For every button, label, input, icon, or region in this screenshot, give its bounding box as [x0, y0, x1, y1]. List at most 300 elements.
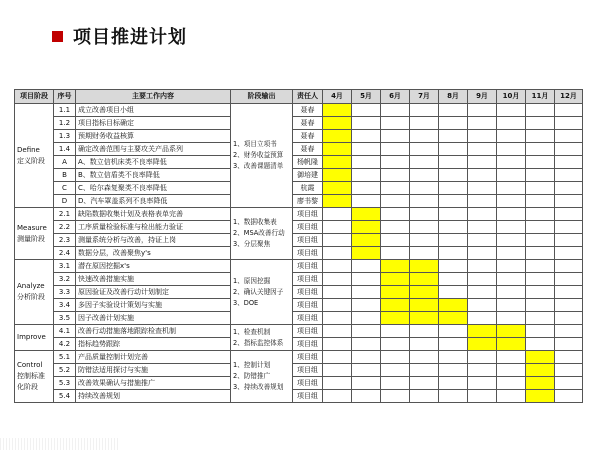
schedule-cell: [555, 247, 583, 260]
schedule-cell: [381, 169, 410, 182]
schedule-cell: [555, 351, 583, 364]
schedule-cell: [555, 169, 583, 182]
schedule-cell: [497, 234, 526, 247]
phase-cell: Define 定义阶段: [15, 104, 54, 208]
seq-cell: 5.1: [54, 351, 76, 364]
schedule-cell-active: [323, 130, 352, 143]
schedule-cell: [526, 234, 555, 247]
schedule-cell: [410, 169, 439, 182]
table-row: [15, 377, 583, 390]
schedule-cell: [468, 260, 497, 273]
schedule-cell: [468, 156, 497, 169]
schedule-cell: [555, 221, 583, 234]
schedule-cell: [439, 130, 468, 143]
schedule-cell: [381, 390, 410, 403]
schedule-cell: [555, 143, 583, 156]
owner-cell: 项目组: [293, 325, 323, 338]
schedule-cell-active: [526, 364, 555, 377]
seq-cell: 5.3: [54, 377, 76, 390]
table-row: [15, 208, 583, 221]
owner-cell: 项目组: [293, 390, 323, 403]
schedule-cell: [497, 299, 526, 312]
seq-cell: 3.4: [54, 299, 76, 312]
schedule-cell: [555, 130, 583, 143]
task-cell: 确定改善范围与主要攻关产品系列: [76, 143, 231, 156]
schedule-cell: [555, 286, 583, 299]
schedule-cell: [352, 104, 381, 117]
schedule-cell: [352, 312, 381, 325]
schedule-cell: [497, 312, 526, 325]
output-cell: 1、项目立项书 2、财务收益预算 3、改善课题清单: [231, 104, 293, 208]
table-row: [15, 130, 583, 143]
table-row: [15, 104, 583, 117]
output-cell: 1、原因挖掘 2、确认关键因子 3、DOE: [231, 260, 293, 325]
task-cell: 数据分层，改善聚焦y's: [76, 247, 231, 260]
output-cell: 1、数据收集表 2、MSA改善行动 3、分层聚焦: [231, 208, 293, 260]
column-header: 8月: [439, 90, 468, 104]
seq-cell: 2.2: [54, 221, 76, 234]
schedule-cell: [323, 260, 352, 273]
schedule-cell: [410, 195, 439, 208]
owner-cell: 御培建: [293, 169, 323, 182]
column-header: 12月: [555, 90, 583, 104]
schedule-cell-active: [352, 234, 381, 247]
table-row: [15, 299, 583, 312]
schedule-cell: [497, 208, 526, 221]
phase-cell: Improve: [15, 325, 54, 351]
schedule-cell: [526, 312, 555, 325]
owner-cell: 项目组: [293, 312, 323, 325]
schedule-cell: [381, 364, 410, 377]
seq-cell: 3.1: [54, 260, 76, 273]
owner-cell: 聂春: [293, 143, 323, 156]
project-plan-table: [14, 89, 583, 403]
schedule-cell: [381, 351, 410, 364]
schedule-cell-active: [323, 182, 352, 195]
schedule-cell: [497, 390, 526, 403]
task-cell: 项目指标目标确定: [76, 117, 231, 130]
schedule-cell: [439, 156, 468, 169]
schedule-cell: [497, 273, 526, 286]
table-row: [15, 195, 583, 208]
schedule-cell: [497, 286, 526, 299]
schedule-cell-active: [323, 104, 352, 117]
task-cell: A、数立信机床类不良率降低: [76, 156, 231, 169]
schedule-cell: [323, 247, 352, 260]
schedule-cell-active: [323, 195, 352, 208]
schedule-cell: [468, 247, 497, 260]
schedule-cell: [439, 208, 468, 221]
table-row: [15, 351, 583, 364]
table-row: [15, 182, 583, 195]
schedule-cell: [497, 260, 526, 273]
schedule-cell: [526, 221, 555, 234]
decorative-stripe: [0, 438, 120, 450]
task-cell: 改善效果确认与措施推广: [76, 377, 231, 390]
schedule-cell-active: [468, 325, 497, 338]
column-header: 6月: [381, 90, 410, 104]
seq-cell: B: [54, 169, 76, 182]
schedule-cell: [439, 143, 468, 156]
schedule-cell: [381, 117, 410, 130]
schedule-cell: [555, 104, 583, 117]
schedule-cell: [352, 325, 381, 338]
schedule-cell: [468, 104, 497, 117]
owner-cell: 聂春: [293, 117, 323, 130]
schedule-cell: [381, 338, 410, 351]
phase-cell: Control 控制标准 化阶段: [15, 351, 54, 403]
schedule-cell: [497, 195, 526, 208]
schedule-cell: [439, 260, 468, 273]
seq-cell: 3.2: [54, 273, 76, 286]
schedule-cell: [468, 390, 497, 403]
column-header: 主要工作内容: [76, 90, 231, 104]
task-cell: 测量系统分析与改善，持证上岗: [76, 234, 231, 247]
schedule-cell: [410, 143, 439, 156]
task-cell: 改善行动措施落地跟踪检查机制: [76, 325, 231, 338]
schedule-cell: [555, 156, 583, 169]
column-header: 4月: [323, 90, 352, 104]
schedule-cell: [439, 182, 468, 195]
schedule-cell: [439, 117, 468, 130]
column-header: 7月: [410, 90, 439, 104]
schedule-cell: [468, 117, 497, 130]
schedule-cell: [526, 156, 555, 169]
schedule-cell: [497, 130, 526, 143]
schedule-cell: [410, 156, 439, 169]
schedule-cell: [323, 286, 352, 299]
schedule-cell: [497, 377, 526, 390]
owner-cell: 项目组: [293, 364, 323, 377]
owner-cell: 项目组: [293, 286, 323, 299]
schedule-cell: [526, 169, 555, 182]
table-row: [15, 247, 583, 260]
schedule-cell: [352, 273, 381, 286]
schedule-cell-active: [323, 117, 352, 130]
schedule-cell: [468, 299, 497, 312]
schedule-cell: [352, 286, 381, 299]
schedule-cell: [497, 104, 526, 117]
schedule-cell: [410, 130, 439, 143]
square-bullet-icon: [52, 31, 63, 42]
schedule-cell: [381, 247, 410, 260]
owner-cell: 项目组: [293, 338, 323, 351]
owner-cell: 聂春: [293, 104, 323, 117]
schedule-cell: [410, 221, 439, 234]
schedule-cell: [439, 221, 468, 234]
seq-cell: 2.1: [54, 208, 76, 221]
schedule-cell-active: [410, 299, 439, 312]
schedule-cell: [439, 104, 468, 117]
schedule-cell: [526, 273, 555, 286]
task-cell: 缺陷数据收集计划及表格表单完善: [76, 208, 231, 221]
schedule-cell-active: [526, 377, 555, 390]
column-header: 阶段输出: [231, 90, 293, 104]
table-row: [15, 364, 583, 377]
owner-cell: 聂春: [293, 130, 323, 143]
schedule-cell: [555, 325, 583, 338]
schedule-cell: [352, 169, 381, 182]
schedule-cell: [497, 156, 526, 169]
schedule-cell: [352, 390, 381, 403]
schedule-cell: [468, 182, 497, 195]
schedule-cell-active: [439, 312, 468, 325]
schedule-cell-active: [439, 299, 468, 312]
schedule-cell: [410, 377, 439, 390]
owner-cell: 项目组: [293, 299, 323, 312]
table-row: [15, 390, 583, 403]
schedule-cell: [555, 117, 583, 130]
task-cell: C、哈尔森复聚类不良率降低: [76, 182, 231, 195]
task-cell: 产品质量控制计划完善: [76, 351, 231, 364]
table-row: [15, 221, 583, 234]
schedule-cell: [352, 338, 381, 351]
schedule-cell: [439, 286, 468, 299]
schedule-cell: [468, 208, 497, 221]
column-header: 11月: [526, 90, 555, 104]
schedule-cell: [468, 195, 497, 208]
schedule-cell-active: [410, 312, 439, 325]
table-row: [15, 273, 583, 286]
schedule-cell-active: [381, 286, 410, 299]
schedule-cell: [323, 234, 352, 247]
owner-cell: 项目组: [293, 247, 323, 260]
schedule-cell: [555, 312, 583, 325]
owner-cell: 项目组: [293, 221, 323, 234]
schedule-cell: [381, 234, 410, 247]
schedule-cell-active: [410, 260, 439, 273]
schedule-cell-active: [410, 286, 439, 299]
task-cell: 原因验证及改善行动计划制定: [76, 286, 231, 299]
schedule-cell: [381, 325, 410, 338]
schedule-cell: [555, 260, 583, 273]
schedule-cell-active: [352, 208, 381, 221]
schedule-cell: [323, 299, 352, 312]
schedule-cell-active: [323, 156, 352, 169]
schedule-cell: [410, 104, 439, 117]
schedule-cell: [323, 338, 352, 351]
seq-cell: 1.2: [54, 117, 76, 130]
task-cell: D、汽车罩盖系列不良率降低: [76, 195, 231, 208]
owner-cell: 廖书黎: [293, 195, 323, 208]
column-header: 9月: [468, 90, 497, 104]
schedule-cell-active: [381, 260, 410, 273]
schedule-cell: [468, 364, 497, 377]
table-body: [15, 104, 583, 403]
seq-cell: 1.4: [54, 143, 76, 156]
seq-cell: 4.2: [54, 338, 76, 351]
table-row: [15, 325, 583, 338]
task-cell: 持续改善规划: [76, 390, 231, 403]
schedule-cell: [497, 169, 526, 182]
seq-cell: 4.1: [54, 325, 76, 338]
seq-cell: 3.3: [54, 286, 76, 299]
schedule-cell: [323, 221, 352, 234]
output-cell: 1、控制计划 2、防错推广 3、持续改善规划: [231, 351, 293, 403]
schedule-cell-active: [526, 351, 555, 364]
seq-cell: C: [54, 182, 76, 195]
schedule-cell: [497, 364, 526, 377]
schedule-cell: [323, 390, 352, 403]
schedule-cell: [323, 364, 352, 377]
seq-cell: 5.2: [54, 364, 76, 377]
schedule-cell: [526, 247, 555, 260]
schedule-cell-active: [381, 273, 410, 286]
column-header: 5月: [352, 90, 381, 104]
task-cell: 因子改善计划实施: [76, 312, 231, 325]
seq-cell: A: [54, 156, 76, 169]
schedule-cell: [555, 273, 583, 286]
schedule-cell: [439, 169, 468, 182]
schedule-cell: [555, 390, 583, 403]
schedule-cell: [468, 273, 497, 286]
seq-cell: 1.3: [54, 130, 76, 143]
schedule-cell: [439, 273, 468, 286]
table-row: [15, 156, 583, 169]
schedule-cell: [381, 130, 410, 143]
schedule-cell-active: [497, 338, 526, 351]
table-row: [15, 260, 583, 273]
column-header: 序号: [54, 90, 76, 104]
seq-cell: 2.3: [54, 234, 76, 247]
schedule-cell: [352, 364, 381, 377]
schedule-cell-active: [323, 143, 352, 156]
schedule-cell: [381, 221, 410, 234]
seq-cell: D: [54, 195, 76, 208]
schedule-cell: [526, 143, 555, 156]
seq-cell: 5.4: [54, 390, 76, 403]
schedule-cell: [410, 390, 439, 403]
schedule-cell: [526, 208, 555, 221]
table-row: [15, 286, 583, 299]
schedule-cell: [352, 182, 381, 195]
seq-cell: 1.1: [54, 104, 76, 117]
schedule-cell: [439, 364, 468, 377]
schedule-cell: [323, 208, 352, 221]
table-row: [15, 117, 583, 130]
schedule-cell: [439, 338, 468, 351]
schedule-cell: [555, 377, 583, 390]
schedule-cell: [497, 221, 526, 234]
schedule-cell: [468, 312, 497, 325]
schedule-cell: [555, 338, 583, 351]
schedule-cell: [526, 286, 555, 299]
schedule-cell: [468, 221, 497, 234]
schedule-cell: [555, 208, 583, 221]
schedule-cell: [526, 260, 555, 273]
table-row: [15, 338, 583, 351]
schedule-cell-active: [381, 312, 410, 325]
schedule-cell: [555, 364, 583, 377]
schedule-cell: [323, 325, 352, 338]
schedule-cell: [352, 130, 381, 143]
schedule-cell: [439, 377, 468, 390]
task-cell: 预期财务收益核算: [76, 130, 231, 143]
owner-cell: 项目组: [293, 208, 323, 221]
schedule-cell: [410, 208, 439, 221]
owner-cell: 项目组: [293, 351, 323, 364]
owner-cell: 项目组: [293, 234, 323, 247]
task-cell: 潜在原因挖掘x's: [76, 260, 231, 273]
table-row: [15, 143, 583, 156]
schedule-cell: [468, 143, 497, 156]
schedule-cell: [555, 234, 583, 247]
schedule-cell: [352, 156, 381, 169]
seq-cell: 3.5: [54, 312, 76, 325]
schedule-cell: [410, 247, 439, 260]
task-cell: B、数立信盾类不良率降低: [76, 169, 231, 182]
table-row: [15, 234, 583, 247]
schedule-cell: [468, 169, 497, 182]
schedule-cell: [526, 299, 555, 312]
schedule-cell: [352, 195, 381, 208]
schedule-cell: [381, 195, 410, 208]
task-cell: 快速改善措施实施: [76, 273, 231, 286]
schedule-cell: [381, 377, 410, 390]
schedule-cell: [381, 182, 410, 195]
schedule-cell: [323, 377, 352, 390]
schedule-cell: [497, 143, 526, 156]
task-cell: 指标趋势跟踪: [76, 338, 231, 351]
schedule-cell-active: [497, 325, 526, 338]
schedule-cell: [468, 130, 497, 143]
schedule-cell: [439, 351, 468, 364]
column-header: 10月: [497, 90, 526, 104]
table-row: [15, 169, 583, 182]
schedule-cell: [410, 351, 439, 364]
schedule-cell: [439, 247, 468, 260]
output-cell: 1、检查机制 2、指标监控体系: [231, 325, 293, 351]
schedule-cell: [468, 234, 497, 247]
task-cell: 成立改善项目小组: [76, 104, 231, 117]
schedule-cell: [381, 156, 410, 169]
schedule-cell: [497, 351, 526, 364]
schedule-cell: [410, 338, 439, 351]
schedule-cell: [323, 351, 352, 364]
task-cell: 多因子实验设计策划与实施: [76, 299, 231, 312]
schedule-cell: [352, 351, 381, 364]
schedule-cell: [497, 247, 526, 260]
schedule-cell-active: [381, 299, 410, 312]
schedule-cell-active: [352, 247, 381, 260]
schedule-cell-active: [352, 221, 381, 234]
seq-cell: 2.4: [54, 247, 76, 260]
schedule-cell: [323, 273, 352, 286]
schedule-cell: [468, 286, 497, 299]
task-cell: 工序质量检验标准与检出能力验证: [76, 221, 231, 234]
schedule-cell: [410, 182, 439, 195]
owner-cell: 项目组: [293, 273, 323, 286]
schedule-cell: [468, 351, 497, 364]
schedule-cell: [352, 377, 381, 390]
schedule-cell: [526, 182, 555, 195]
schedule-cell: [352, 117, 381, 130]
header-row: [15, 90, 583, 104]
schedule-cell: [323, 312, 352, 325]
schedule-cell: [381, 104, 410, 117]
schedule-cell-active: [410, 273, 439, 286]
schedule-cell: [439, 195, 468, 208]
schedule-cell: [381, 143, 410, 156]
schedule-cell: [352, 260, 381, 273]
schedule-cell: [439, 325, 468, 338]
schedule-cell: [526, 325, 555, 338]
schedule-cell: [381, 208, 410, 221]
owner-cell: 杭霞: [293, 182, 323, 195]
schedule-cell: [468, 377, 497, 390]
schedule-cell: [526, 117, 555, 130]
task-cell: 防错法适用探讨与实施: [76, 364, 231, 377]
